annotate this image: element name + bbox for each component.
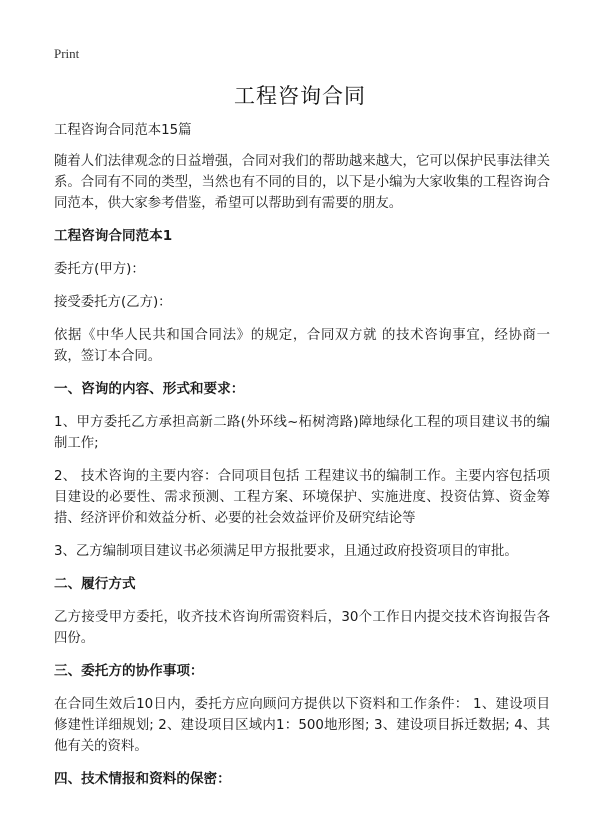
section-3-heading: 三、委托方的协作事项：	[54, 663, 204, 679]
section-1-item-1: 1、甲方委托乙方承担高新二路(外环线~柘树湾路)障地绿化工程的项目建议书的编制工作;	[54, 415, 550, 451]
document-body	[54, 120, 550, 802]
party-b-line: 接受委托方(乙方)：	[54, 295, 172, 310]
section-3-text: 在合同生效后10日内，委托方应向顾问方提供以下资料和工作条件： 1、建设项目修建性详细规划; 2、建设项目区域内1：500地形图; 3、建设项目拆迁数据; 4、其他有关的资料。	[54, 697, 550, 754]
page-title: 工程咨询合同	[234, 84, 366, 108]
basis-paragraph: 依据《中华人民共和国合同法》的规定，合同双方就 的技术咨询事宜，经协商一致，签订本合同。	[54, 328, 550, 364]
section-1-item-3: 3、乙方编制项目建议书必须满足甲方报批要求，且通过政府投资项目的审批。	[54, 544, 518, 559]
print-label: Print	[54, 46, 80, 61]
section-1-item-2: 2、 技术咨询的主要内容：合同项目包括 工程建议书的编制工作。主要内容包括项目建设的必要性、需求预测、工程方案、环境保护、实施进度、投资估算、资金筹措、经济评价和效益分析、必要的社会效益评价及研究结论等	[54, 469, 550, 526]
section-1-heading: 一、咨询的内容、形式和要求：	[54, 381, 245, 397]
section-2-text: 乙方接受甲方委托，收齐技术咨询所需资料后，30个工作日内提交技术咨询报告各四份。	[54, 610, 550, 646]
section-4-heading: 四、技术情报和资料的保密：	[54, 771, 231, 787]
document-subtitle: 工程咨询合同范本15篇	[54, 123, 192, 138]
sample-heading: 工程咨询合同范本1	[54, 228, 173, 244]
intro-paragraph: 随着人们法律观念的日益增强，合同对我们的帮助越来越大，它可以保护民事法律关系。合同有不同的类型，当然也有不同的目的，以下是小编为大家收集的工程咨询合同范本，供大家参考借鉴，希望可以帮助到有需要的朋友。	[54, 154, 550, 211]
section-2-heading: 二、履行方式	[54, 576, 136, 592]
party-a-line: 委托方(甲方)：	[54, 262, 145, 277]
